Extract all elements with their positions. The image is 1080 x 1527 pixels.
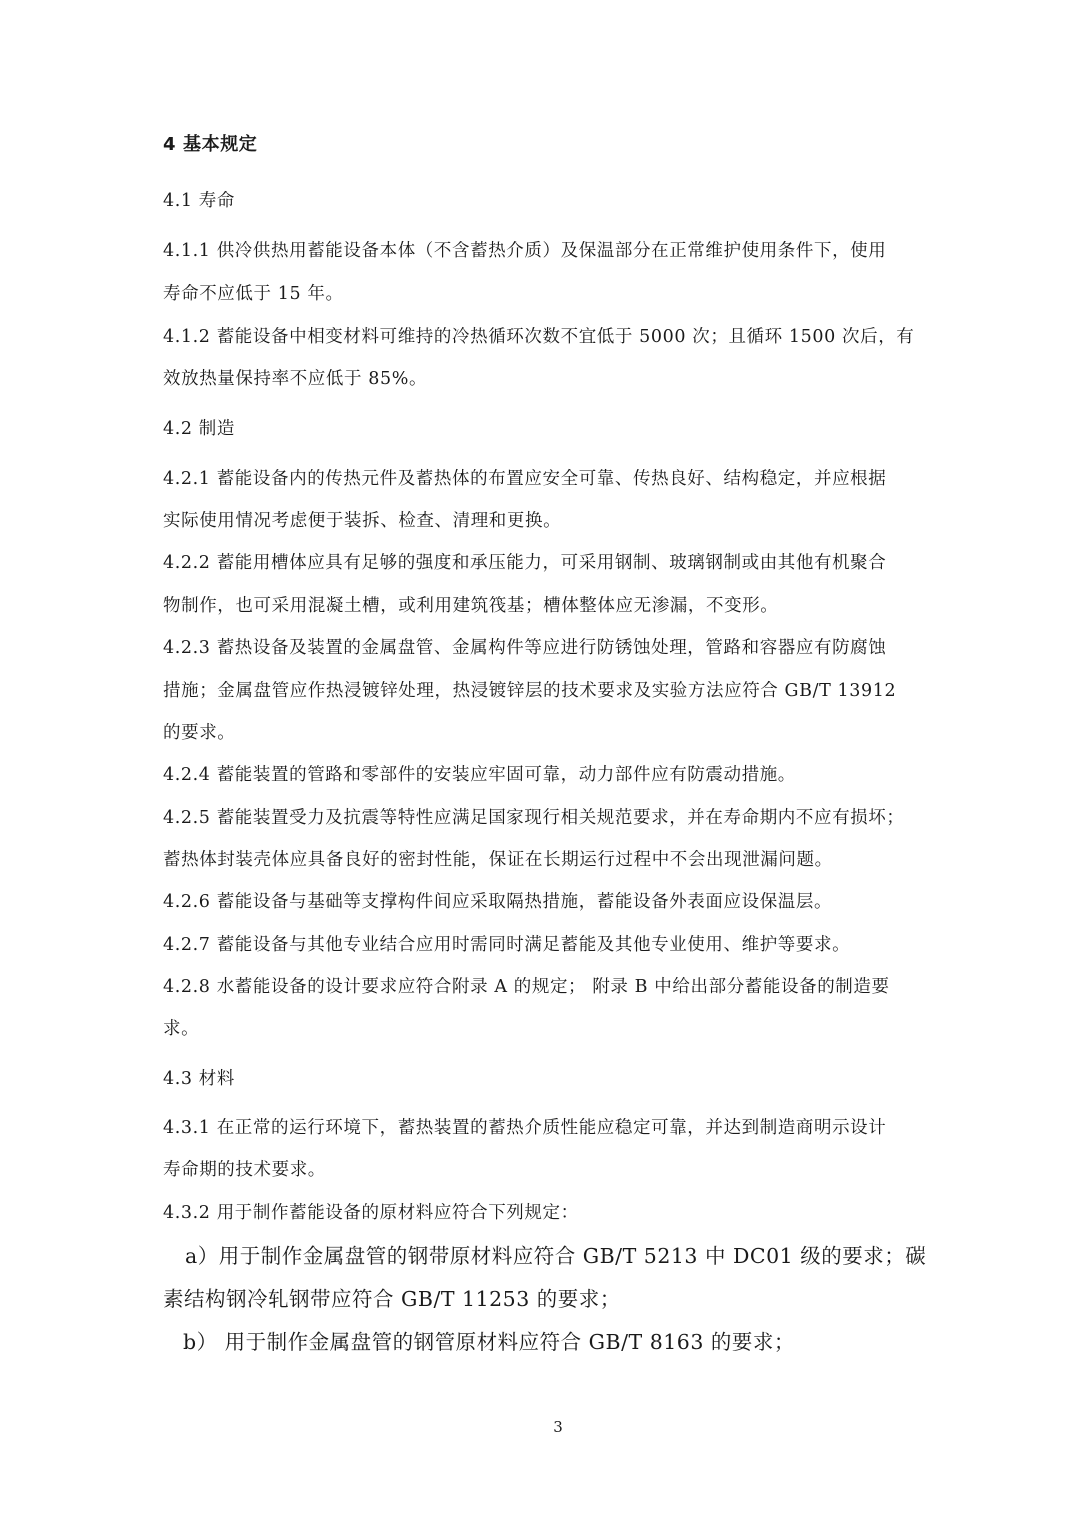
- clause-4-3-1-line-1: 4.3.1 在正常的运行环境下，蓄热装置的蓄热介质性能应稳定可靠，并达到制造商明示设计: [163, 1118, 887, 1138]
- list-item-a-line-1: a）用于制作金属盘管的钢带原材料应符合 GB/T 5213 中 DC01 级的要求；碳: [185, 1244, 927, 1268]
- clause-4-2-2-line-2: 物制作，也可采用混凝土槽，或利用建筑筏基；槽体整体应无渗漏，不变形。: [163, 596, 779, 616]
- clause-4-2-3-line-2: 措施；金属盘管应作热浸镀锌处理，热浸镀锌层的技术要求及实验方法应符合 GB/T 13912: [163, 681, 897, 701]
- section-heading-4: 4 基本规定: [163, 134, 258, 155]
- clause-4-1-1-line-2: 寿命不应低于 15 年。: [163, 284, 344, 304]
- clause-4-2-6-line-1: 4.2.6 蓄能设备与基础等支撑构件间应采取隔热措施，蓄能设备外表面应设保温层。: [163, 892, 833, 912]
- clause-4-2-8-line-1: 4.2.8 水蓄能设备的设计要求应符合附录 A 的规定； 附录 B 中给出部分蓄能设备的制造要: [163, 977, 890, 997]
- clause-4-2-4-line-1: 4.2.4 蓄能装置的管路和零部件的安装应牢固可靠，动力部件应有防震动措施。: [163, 765, 796, 785]
- list-item-b-line-1: b） 用于制作金属盘管的钢管原材料应符合 GB/T 8163 的要求；: [183, 1330, 795, 1354]
- clause-4-2-2-line-1: 4.2.2 蓄能用槽体应具有足够的强度和承压能力，可采用钢制、玻璃钢制或由其他有机聚合: [163, 553, 887, 573]
- clause-4-2-7-line-1: 4.2.7 蓄能设备与其他专业结合应用时需同时满足蓄能及其他专业使用、维护等要求。: [163, 935, 851, 955]
- clause-4-2-8-line-2: 求。: [163, 1019, 200, 1039]
- clause-4-1-1-line-1: 4.1.1 供冷供热用蓄能设备本体（不含蓄热介质）及保温部分在正常维护使用条件下，使用: [163, 241, 887, 261]
- subsection-heading-4-2: 4.2 制造: [163, 419, 235, 439]
- clause-4-2-1-line-1: 4.2.1 蓄能设备内的传热元件及蓄热体的布置应安全可靠、传热良好、结构稳定，并应根据: [163, 469, 887, 489]
- clause-4-1-2-line-2: 效放热量保持率不应低于 85%。: [163, 369, 428, 389]
- page-number: 3: [553, 1418, 563, 1436]
- clause-4-3-2-line-1: 4.3.2 用于制作蓄能设备的原材料应符合下列规定：: [163, 1203, 579, 1223]
- clause-4-2-5-line-1: 4.2.5 蓄能装置受力及抗震等特性应满足国家现行相关规范要求，并在寿命期内不应有损坏；: [163, 808, 905, 828]
- clause-4-2-5-line-2: 蓄热体封装壳体应具备良好的密封性能，保证在长期运行过程中不会出现泄漏问题。: [163, 850, 833, 870]
- clause-4-3-1-line-2: 寿命期的技术要求。: [163, 1160, 326, 1180]
- subsection-heading-4-3: 4.3 材料: [163, 1069, 235, 1089]
- clause-4-2-1-line-2: 实际使用情况考虑便于装拆、检查、清理和更换。: [163, 511, 562, 531]
- list-item-a-line-2: 素结构钢冷轧钢带应符合 GB/T 11253 的要求；: [163, 1287, 621, 1311]
- subsection-heading-4-1: 4.1 寿命: [163, 191, 235, 211]
- clause-4-1-2-line-1: 4.1.2 蓄能设备中相变材料可维持的冷热循环次数不宜低于 5000 次；且循环 1500 次后，有: [163, 327, 915, 347]
- clause-4-2-3-line-3: 的要求。: [163, 723, 236, 743]
- clause-4-2-3-line-1: 4.2.3 蓄热设备及装置的金属盘管、金属构件等应进行防锈蚀处理，管路和容器应有防腐蚀: [163, 638, 887, 658]
